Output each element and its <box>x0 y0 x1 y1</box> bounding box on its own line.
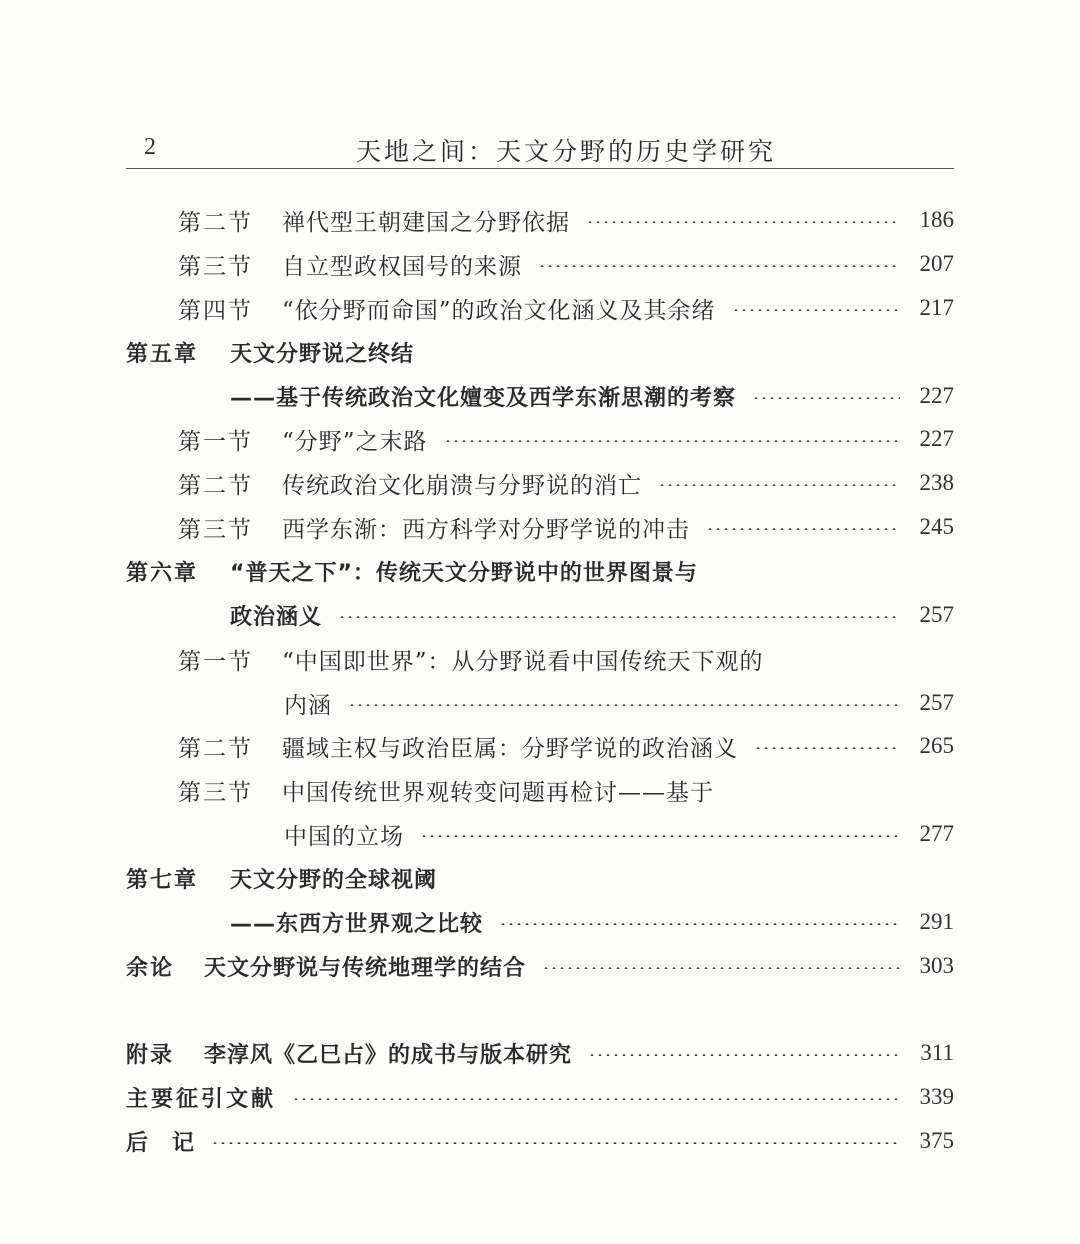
page-number: 2 <box>144 134 156 160</box>
entry-page-number: 375 <box>919 1128 954 1153</box>
chapter-subtitle: ——东西方世界观之比较 <box>230 911 484 937</box>
entry-page-number: 257 <box>919 690 954 715</box>
dot-leader <box>211 1142 900 1144</box>
chapter-subtitle: ——基于传统政治文化嬗变及西学东渐思潮的考察 <box>230 385 737 411</box>
chapter-label: 第七章 <box>126 867 199 893</box>
chapter-heading[interactable] <box>126 860 954 896</box>
entry-page-number: 311 <box>920 1040 954 1065</box>
entry-label: 第二节 <box>178 735 253 762</box>
dot-leader <box>706 528 900 530</box>
dot-leader <box>732 309 900 311</box>
toc-entry[interactable] <box>178 246 954 282</box>
chapter-label: 第六章 <box>126 560 199 586</box>
dot-leader <box>658 484 900 486</box>
entry-title: “依分野而命国”的政治文化涵义及其余绪 <box>282 297 716 324</box>
entry-title-continued: 中国的立场 <box>284 823 404 850</box>
entry-title: 禅代型王朝建国之分野依据 <box>282 209 570 236</box>
entry-title: “中国即世界”：从分野说看中国传统天下观的 <box>282 648 764 675</box>
toc-entry[interactable] <box>178 421 954 457</box>
toc-entry[interactable] <box>126 1035 954 1071</box>
toc-entry[interactable] <box>230 904 954 940</box>
entry-title: “分野”之末路 <box>282 428 428 455</box>
entry-label: 第一节 <box>178 648 253 675</box>
entry-label: 附录 <box>126 1042 175 1068</box>
toc-entry[interactable] <box>230 378 954 414</box>
dot-leader <box>754 747 900 749</box>
entry-title: 疆域主权与政治臣属：分野学说的政治涵义 <box>282 735 738 762</box>
entry-page-number: 217 <box>919 295 954 320</box>
entry-title: 李淳风《乙巳占》的成书与版本研究 <box>204 1042 573 1068</box>
entry-page-number: 339 <box>919 1084 954 1109</box>
entry-label: 第三节 <box>178 516 253 543</box>
toc-entry[interactable] <box>178 641 954 677</box>
toc-entry[interactable] <box>178 290 954 326</box>
entry-label: 第二节 <box>178 472 253 499</box>
dot-leader <box>586 221 900 223</box>
dot-leader <box>444 440 900 442</box>
chapter-title: “普天之下”：传统天文分野说中的世界图景与 <box>230 560 698 586</box>
entry-label: 第二节 <box>178 209 253 236</box>
entry-page-number: 186 <box>919 207 954 232</box>
chapter-title: 天文分野说之终结 <box>230 341 415 367</box>
running-title: 天地之间：天文分野的历史学研究 <box>356 137 777 166</box>
entry-label: 第三节 <box>178 253 253 280</box>
dot-leader <box>752 397 900 399</box>
toc-entry[interactable] <box>178 728 954 764</box>
toc-entry[interactable] <box>126 948 954 984</box>
toc-entry[interactable] <box>126 1123 954 1159</box>
entry-label: 第三节 <box>178 779 253 806</box>
dot-leader <box>338 616 900 618</box>
page-header <box>126 128 954 169</box>
entry-page-number: 207 <box>919 251 954 276</box>
entry-title-continued: 内涵 <box>284 692 332 719</box>
dot-leader <box>292 1098 900 1100</box>
entry-page-number: 227 <box>919 383 954 408</box>
chapter-label: 第五章 <box>126 341 199 367</box>
dot-leader <box>348 704 900 706</box>
chapter-heading[interactable] <box>126 334 954 370</box>
toc-entry[interactable] <box>126 1079 954 1115</box>
toc-entry[interactable] <box>284 816 954 852</box>
dot-leader <box>538 265 900 267</box>
dot-leader <box>499 923 900 925</box>
entry-title: 中国传统世界观转变问题再检讨——基于 <box>282 779 714 806</box>
toc-entry[interactable] <box>284 685 954 721</box>
entry-label: 余论 <box>126 955 175 981</box>
entry-title: 自立型政权国号的来源 <box>282 253 522 280</box>
entry-label: 第四节 <box>178 297 253 324</box>
entry-title: 后 记 <box>126 1130 196 1156</box>
toc-entry[interactable] <box>178 202 954 238</box>
toc-entry[interactable] <box>230 597 954 633</box>
dot-leader <box>542 967 900 969</box>
entry-page-number: 265 <box>919 733 954 758</box>
dot-leader <box>588 1054 900 1056</box>
entry-page-number: 238 <box>919 470 954 495</box>
toc-entry[interactable] <box>178 772 954 808</box>
dot-leader <box>420 835 900 837</box>
entry-title: 西学东渐：西方科学对分野学说的冲击 <box>282 516 690 543</box>
entry-page-number: 291 <box>919 909 954 934</box>
entry-label: 第一节 <box>178 428 253 455</box>
entry-title: 传统政治文化崩溃与分野说的消亡 <box>282 472 642 499</box>
toc-entry[interactable] <box>178 465 954 501</box>
entry-title: 主要征引文献 <box>126 1086 277 1112</box>
chapter-title: 天文分野的全球视阈 <box>230 867 438 893</box>
entry-page-number: 257 <box>919 602 954 627</box>
entry-page-number: 303 <box>919 953 954 978</box>
toc-entry[interactable] <box>178 509 954 545</box>
chapter-heading[interactable] <box>126 553 954 589</box>
entry-page-number: 227 <box>919 426 954 451</box>
chapter-subtitle: 政治涵义 <box>230 604 323 630</box>
entry-page-number: 245 <box>919 514 954 539</box>
entry-title: 天文分野说与传统地理学的结合 <box>204 955 527 981</box>
entry-page-number: 277 <box>919 821 954 846</box>
